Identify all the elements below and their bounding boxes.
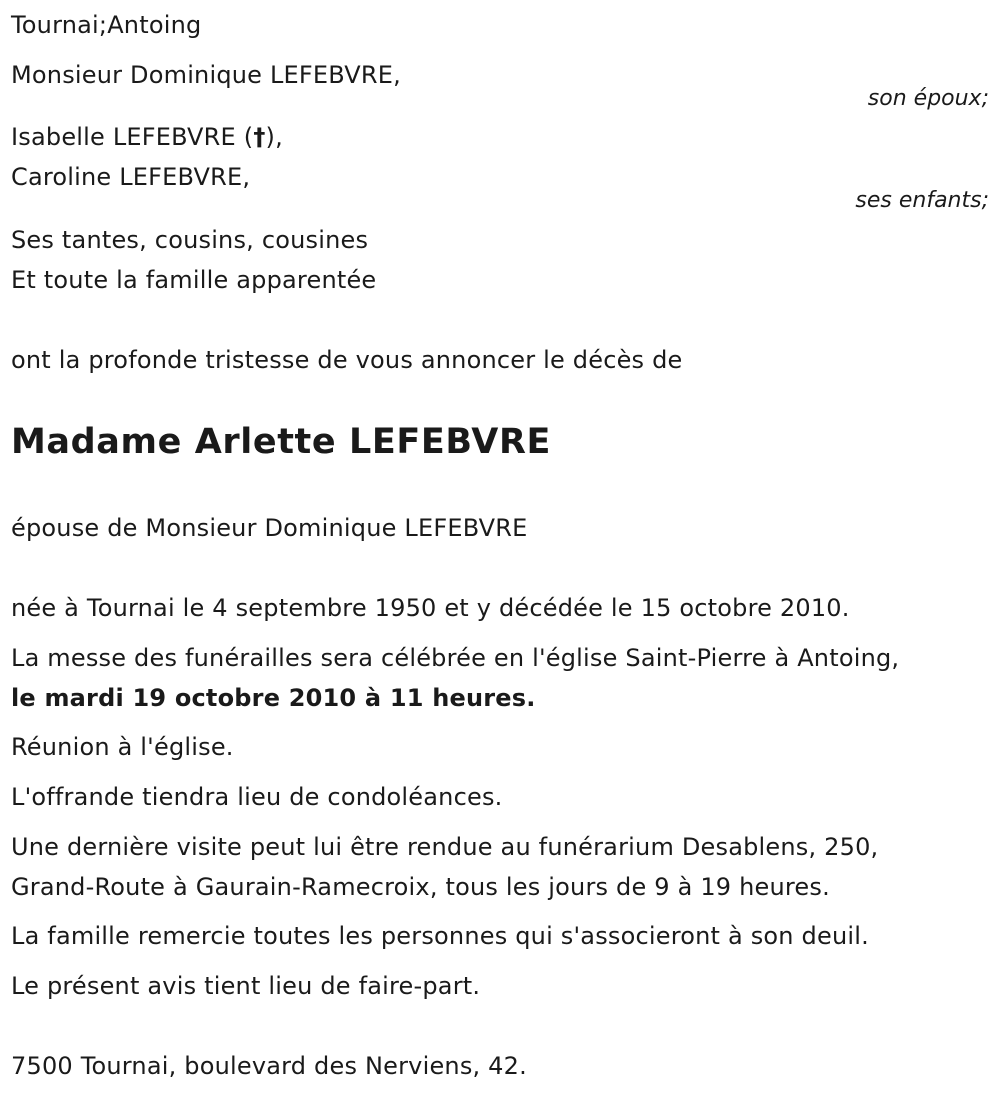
spouse-role: son époux; bbox=[867, 86, 989, 111]
thanks-line: La famille remercie toutes les personnes qui s'associeront à son deuil. bbox=[11, 922, 869, 950]
relatives-line-1: Ses tantes, cousins, cousines bbox=[11, 226, 369, 254]
child-caroline: Caroline LEFEBVRE, bbox=[11, 163, 251, 191]
address-line: 7500 Tournai, boulevard des Nerviens, 42. bbox=[11, 1052, 527, 1080]
deceased-name: Madame Arlette LEFEBVRE bbox=[11, 422, 552, 462]
relatives-line-2: Et toute la famille apparentée bbox=[11, 266, 377, 294]
mass-datetime: le mardi 19 octobre 2010 à 11 heures. bbox=[11, 684, 536, 712]
child-isabelle-close: ), bbox=[265, 123, 283, 151]
spouse-name: Monsieur Dominique LEFEBVRE, bbox=[11, 61, 401, 89]
spouse-of-line: épouse de Monsieur Dominique LEFEBVRE bbox=[11, 514, 528, 542]
child-isabelle bbox=[11, 122, 283, 152]
child-isabelle-name: Isabelle LEFEBVRE ( bbox=[11, 123, 254, 151]
offering-line: L'offrande tiendra lieu de condoléances. bbox=[11, 783, 503, 811]
gathering-line: Réunion à l'église. bbox=[11, 733, 234, 761]
children-role: ses enfants; bbox=[855, 188, 989, 213]
birth-death-line: née à Tournai le 4 septembre 1950 et y décédée le 15 octobre 2010. bbox=[11, 594, 850, 622]
mass-line: La messe des funérailles sera célébrée en l'église Saint-Pierre à Antoing, bbox=[11, 644, 900, 672]
notice-line: Le présent avis tient lieu de faire-part. bbox=[11, 972, 481, 1000]
location-line: Tournai;Antoing bbox=[11, 11, 202, 39]
cross-icon: † bbox=[253, 123, 266, 151]
visit-line-2: Grand-Route à Gaurain-Ramecroix, tous les jours de 9 à 19 heures. bbox=[11, 873, 830, 901]
announcement-text: ont la profonde tristesse de vous annoncer le décès de bbox=[11, 346, 683, 374]
visit-line-1: Une dernière visite peut lui être rendue au funérarium Desablens, 250, bbox=[11, 833, 879, 861]
